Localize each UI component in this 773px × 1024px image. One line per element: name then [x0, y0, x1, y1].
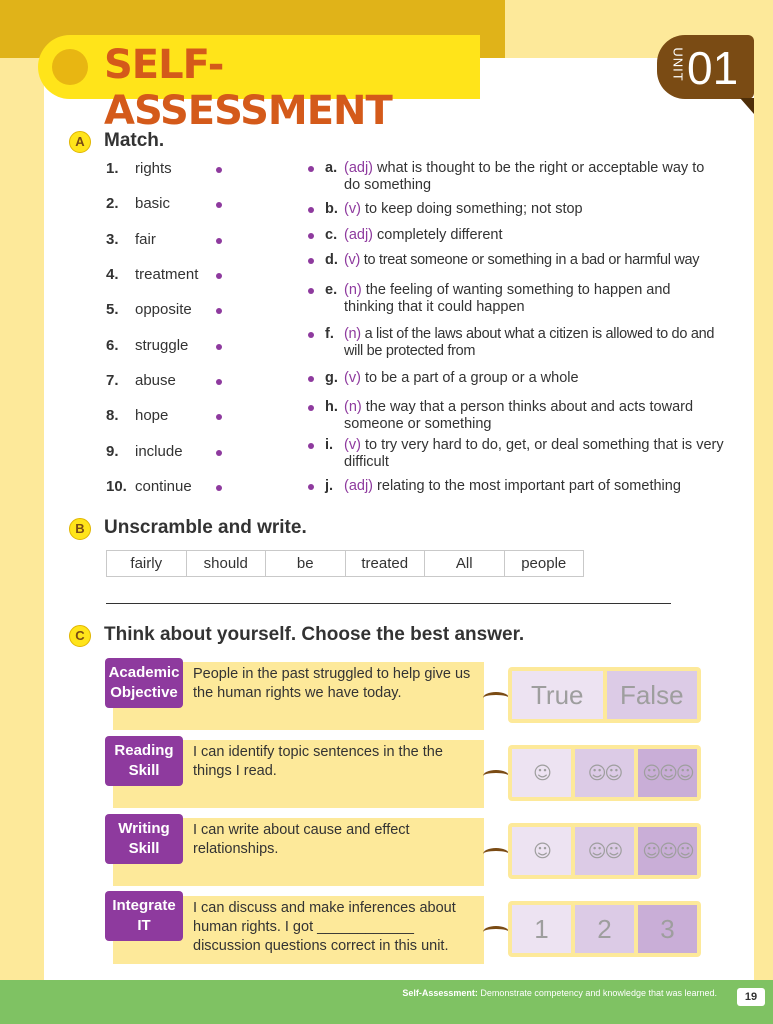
- word-number: 3.: [106, 231, 119, 248]
- match-word: basic: [135, 195, 171, 212]
- definition-letter: c.: [325, 227, 338, 243]
- page-number: 19: [737, 988, 765, 1006]
- definition-match-dot[interactable]: [308, 288, 314, 294]
- scrambled-word[interactable]: treated: [346, 551, 426, 576]
- match-word: fair: [135, 231, 156, 248]
- word-match-dot[interactable]: [216, 167, 222, 173]
- definition: completely different: [377, 227, 503, 243]
- match-word: rights: [135, 160, 172, 177]
- word-number: 1.: [106, 160, 119, 177]
- match-word: hope: [135, 407, 169, 424]
- connector-line: [483, 926, 509, 938]
- section-b-title: Unscramble and write.: [104, 517, 307, 538]
- definition: what is thought to be the right or acceptable way to do something: [344, 160, 705, 193]
- part-of-speech: (v): [344, 437, 361, 453]
- definition-match-dot[interactable]: [308, 166, 314, 172]
- true-option[interactable]: True: [512, 671, 603, 719]
- definition: relating to the most important part of something: [377, 478, 681, 494]
- section-a-marker: A: [69, 131, 91, 153]
- definition-text: [344, 399, 724, 433]
- definition-match-dot[interactable]: [308, 376, 314, 382]
- definition-letter: e.: [325, 282, 338, 298]
- footer-description: Demonstrate competency and knowledge that was learned.: [477, 988, 717, 998]
- option-2[interactable]: 2: [575, 905, 634, 953]
- match-word: treatment: [135, 266, 199, 283]
- unit-label: UNIT: [670, 47, 686, 82]
- academic-objective-tag: Academic Objective: [105, 658, 183, 708]
- word-number: 5.: [106, 301, 119, 318]
- option-3[interactable]: 3: [638, 905, 697, 953]
- one-smiley-option[interactable]: ☺: [512, 827, 571, 875]
- definition-letter: g.: [325, 370, 338, 386]
- footer-label: Self-Assessment:: [402, 988, 478, 998]
- three-smiley-option[interactable]: ☺☺☺: [638, 827, 697, 875]
- word-number: 9.: [106, 443, 119, 460]
- part-of-speech: (n): [344, 399, 362, 415]
- scrambled-word[interactable]: be: [266, 551, 346, 576]
- unit-badge: [657, 35, 754, 99]
- reading-skill-tag: Reading Skill: [105, 736, 183, 786]
- definition-match-dot[interactable]: [308, 332, 314, 338]
- part-of-speech: (n): [344, 282, 362, 298]
- definition-text: [344, 326, 724, 360]
- unit-badge-fold: [740, 98, 754, 114]
- definition-letter: i.: [325, 437, 334, 453]
- integrate-it-tag: Integrate IT: [105, 891, 183, 941]
- definition-match-dot[interactable]: [308, 443, 314, 449]
- definition-match-dot[interactable]: [308, 405, 314, 411]
- footer-note: [402, 988, 717, 998]
- definition-text: [344, 478, 724, 495]
- word-match-dot[interactable]: [216, 238, 222, 244]
- definition-match-dot[interactable]: [308, 207, 314, 213]
- scrambled-word[interactable]: should: [187, 551, 267, 576]
- two-smiley-option[interactable]: ☺☺: [575, 827, 634, 875]
- definition-letter: b.: [325, 201, 338, 217]
- false-option[interactable]: False: [607, 671, 698, 719]
- part-of-speech: (adj): [344, 478, 374, 494]
- part-of-speech: (n): [344, 326, 361, 342]
- definition-letter: d.: [325, 252, 338, 268]
- true-false-choices: [508, 667, 701, 723]
- number-choices: [508, 901, 701, 957]
- definition: a list of the laws about what a citizen is allowed to do and will be protected from: [344, 326, 715, 359]
- assessment-statement: I can discuss and make inferences about human rights. I got ____________ discussion questions correct in this unit.: [193, 900, 456, 954]
- match-word: continue: [135, 478, 192, 495]
- match-word: opposite: [135, 301, 192, 318]
- assessment-statement: People in the past struggled to help give us the human rights we have today.: [193, 666, 471, 701]
- definition-match-dot[interactable]: [308, 484, 314, 490]
- definition-text: [344, 160, 724, 194]
- part-of-speech: (v): [344, 370, 361, 386]
- definition: the feeling of wanting something to happen and thinking that it could happen: [344, 282, 671, 315]
- definition-text: [344, 227, 724, 244]
- part-of-speech: (v): [344, 201, 361, 217]
- scrambled-word[interactable]: fairly: [107, 551, 187, 576]
- definition: to try very hard to do, get, or deal something that is very difficult: [344, 437, 724, 470]
- word-number: 6.: [106, 337, 119, 354]
- scrambled-word-bank: [106, 550, 584, 577]
- word-number: 8.: [106, 407, 119, 424]
- page-title: SELF-ASSESSMENT: [104, 42, 392, 134]
- match-word: include: [135, 443, 183, 460]
- definition-text: [344, 437, 724, 471]
- assessment-statement: I can write about cause and effect relationships.: [193, 822, 410, 857]
- definition: the way that a person thinks about and acts toward someone or something: [344, 399, 694, 432]
- definition-match-dot[interactable]: [308, 258, 314, 264]
- match-word: struggle: [135, 337, 189, 354]
- definition-text: [344, 370, 724, 387]
- definition: to treat someone or something in a bad or harmful way: [363, 252, 700, 268]
- word-match-dot[interactable]: [216, 414, 222, 420]
- connector-line: [483, 848, 509, 860]
- rating-choices: [508, 823, 701, 879]
- word-match-dot[interactable]: [216, 273, 222, 279]
- circle-icon: [52, 49, 88, 85]
- scrambled-word[interactable]: All: [425, 551, 505, 576]
- one-smiley-option[interactable]: ☺: [512, 749, 571, 797]
- section-c-marker: C: [69, 625, 91, 647]
- three-smiley-option[interactable]: ☺☺☺: [638, 749, 697, 797]
- definition-letter: j.: [325, 478, 334, 494]
- definition: to be a part of a group or a whole: [364, 370, 579, 386]
- option-1[interactable]: 1: [512, 905, 571, 953]
- word-match-dot[interactable]: [216, 450, 222, 456]
- writing-skill-tag: Writing Skill: [105, 814, 183, 864]
- definition-letter: a.: [325, 160, 338, 176]
- connector-line: [483, 770, 509, 782]
- word-match-dot[interactable]: [216, 308, 222, 314]
- definition-letter: h.: [325, 399, 338, 415]
- definition-text: [344, 282, 724, 316]
- word-number: 2.: [106, 195, 119, 212]
- word-number: 4.: [106, 266, 119, 283]
- section-a-title: Match.: [104, 130, 165, 151]
- two-smiley-option[interactable]: ☺☺: [575, 749, 634, 797]
- unit-number: 01: [687, 42, 739, 94]
- word-match-dot[interactable]: [216, 379, 222, 385]
- footer-bar: [0, 980, 773, 1024]
- match-word: abuse: [135, 372, 176, 389]
- section-c-title: Think about yourself. Choose the best answer.: [104, 624, 525, 645]
- word-match-dot[interactable]: [216, 202, 222, 208]
- definition: to keep doing something; not stop: [364, 201, 583, 217]
- assessment-statement: I can identify topic sentences in the the things I read.: [193, 744, 443, 779]
- word-number: 7.: [106, 372, 119, 389]
- title-banner: [38, 35, 480, 134]
- definition-text: [344, 201, 724, 218]
- section-b-marker: B: [69, 518, 91, 540]
- word-match-dot[interactable]: [216, 485, 222, 491]
- connector-line: [483, 692, 509, 704]
- word-match-dot[interactable]: [216, 344, 222, 350]
- scrambled-word[interactable]: people: [521, 555, 567, 572]
- part-of-speech: (v): [344, 252, 361, 268]
- part-of-speech: (adj): [344, 227, 374, 243]
- word-number: 10.: [106, 478, 127, 495]
- rating-choices: [508, 745, 701, 801]
- definition-text: [344, 252, 724, 269]
- definition-letter: f.: [325, 326, 334, 342]
- part-of-speech: (adj): [344, 160, 374, 176]
- definition-match-dot[interactable]: [308, 233, 314, 239]
- answer-line[interactable]: [106, 603, 671, 604]
